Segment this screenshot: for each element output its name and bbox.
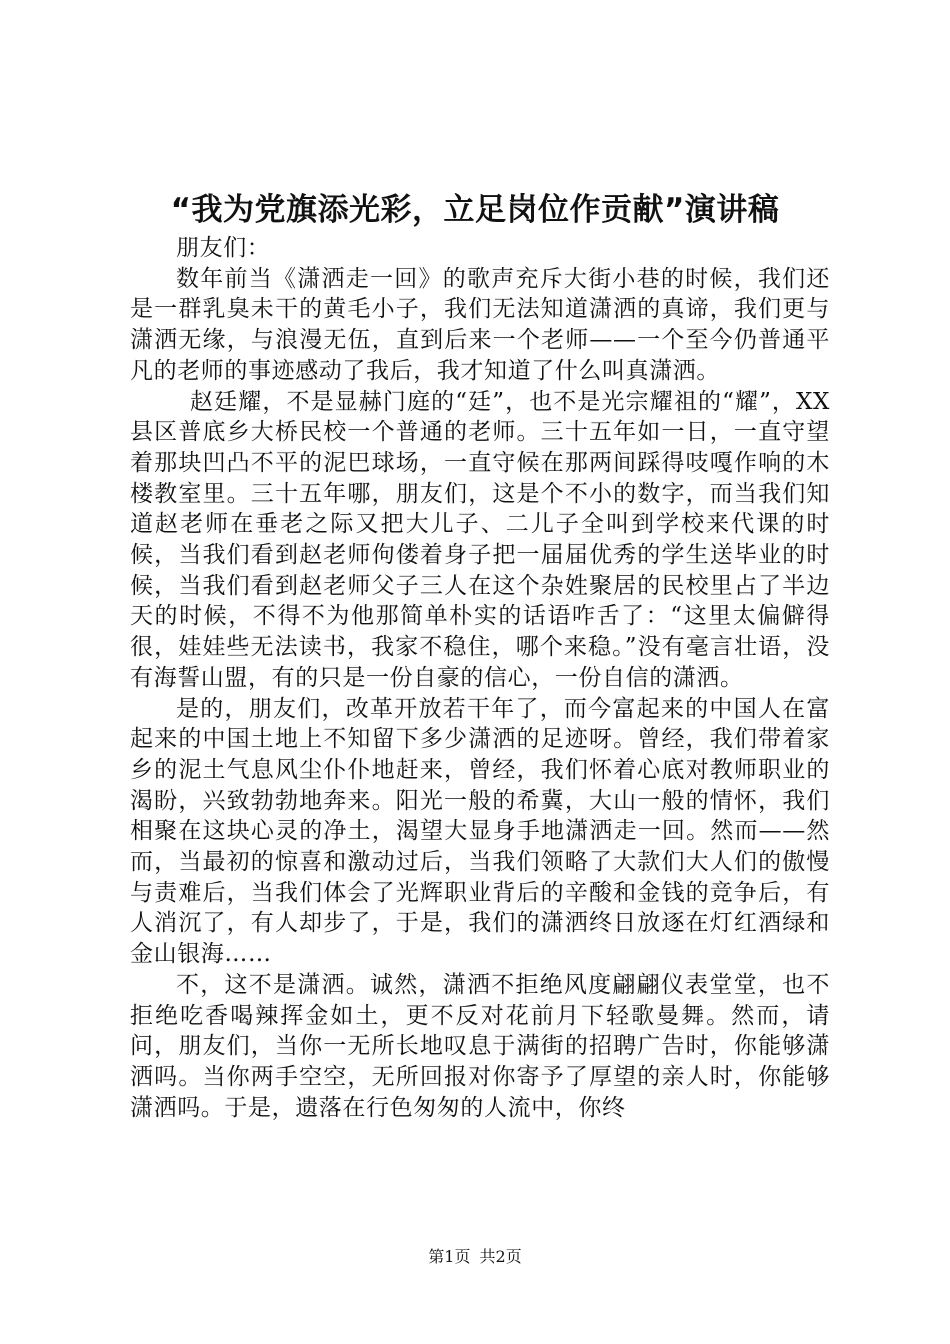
page-total: 共2页 xyxy=(479,1247,522,1266)
page-footer xyxy=(0,1247,950,1267)
page-number: 第1页 xyxy=(428,1247,471,1266)
document-title: “我为党旗添光彩，立足岗位作贡献”演讲稿 xyxy=(170,192,780,228)
paragraph-2: 赵廷耀，不是显赫门庭的“廷”，也不是光宗耀祖的“耀”，XX县区普底乡大桥民校一个普通的老师。三十五年如一日，一直守望着那块凹凸不平的泥巴球场，一直守候在那两间踩得吱嘎作响的木楼教室里。三十五年哪，朋友们，这是个不小的数字，而当我们知道赵老师在垂老之际又把大儿子、二儿子全叫到学校来代课的时候，当我们看到赵老师佝偻着身子把一届届优秀的学生送毕业的时候，当我们看到赵老师父子三人在这个杂姓聚居的民校里占了半边天的时候，不得不为他那简单朴实的话语咋舌了：“这里太偏僻得很，娃娃些无法读书，我家不稳住，哪个来稳。”没有毫言壮语，没有海誓山盟，有的只是一份自豪的信心，一份自信的潇洒。 xyxy=(130,388,830,691)
paragraph-4: 不，这不是潇洒。诚然，潇洒不拒绝风度翩翩仪表堂堂，也不拒绝吃香喝辣挥金如土，更不反对花前月下轻歌曼舞。然而，请问，朋友们，当你一无所长地叹息于满街的招聘广告时，你能够潇洒吗。当你两手空空，无所回报对你寄予了厚望的亲人时，你能够潇洒吗。于是，遗落在行色匆匆的人流中，你终 xyxy=(130,971,830,1121)
paragraph-3: 是的，朋友们，改革开放若干年了，而今富起来的中国人在富起来的中国土地上不知留下多少潇洒的足迹呀。曾经，我们带着家乡的泥土气息风尘仆仆地赶来，曾经，我们怀着心底对教师职业的渴盼，兴致勃勃地奔来。阳光一般的希冀，大山一般的情怀，我们相聚在这块心灵的净土，渴望大显身手地潇洒走一回。然而——然而，当最初的惊喜和激动过后，当我们领略了大款们大人们的傲慢与责难后，当我们体会了光辉职业背后的辛酸和金钱的竞争后，有人消沉了，有人却步了，于是，我们的潇洒终日放逐在灯红酒绿和金山银海…… xyxy=(130,695,830,968)
paragraph-1: 数年前当《潇洒走一回》的歌声充斥大街小巷的时候，我们还是一群乳臭未干的黄毛小子，我们无法知道潇洒的真谛，我们更与潇洒无缘，与浪漫无伍，直到后来一个老师——一个至今仍普通平凡的老师的事迹感动了我后，我才知道了什么叫真潇洒。 xyxy=(130,265,830,384)
paragraph-greeting: 朋友们： xyxy=(176,235,271,261)
document-body xyxy=(130,233,830,1123)
